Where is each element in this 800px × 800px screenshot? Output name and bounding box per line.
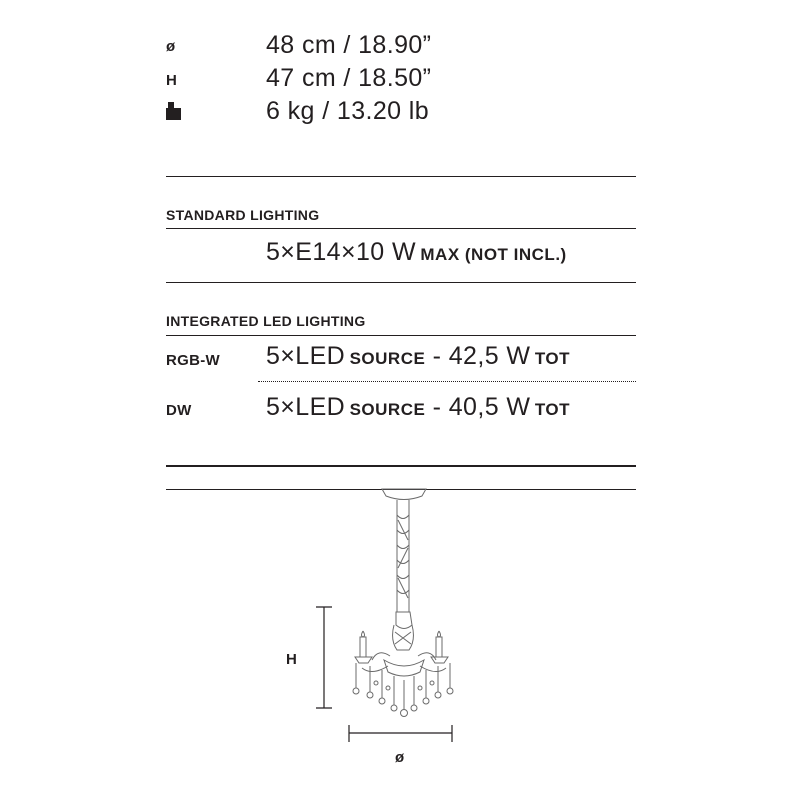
- arm-right: [420, 666, 446, 672]
- height-dimension: [316, 607, 332, 708]
- candle-left: [360, 637, 366, 657]
- led-row-suffix: TOT: [534, 400, 570, 419]
- diameter-symbol: ø: [166, 38, 176, 55]
- diameter-value: 48 cm / 18.90”: [266, 31, 432, 59]
- drawing-diameter-label: ø: [395, 749, 405, 766]
- height-value: 47 cm / 18.50”: [266, 64, 432, 92]
- led-row-value: - 40,5 W: [425, 393, 531, 421]
- weight-value: 6 kg / 13.20 lb: [266, 97, 430, 125]
- led-row-main: 5×LED: [266, 393, 346, 421]
- led-row-label-dw: DW: [166, 402, 192, 419]
- led-row-main: 5×LED: [266, 342, 346, 370]
- standard-lighting-spec-main: 5×E14×10 W: [266, 238, 416, 266]
- drawing-height-label: H: [286, 651, 298, 668]
- led-row-mid: SOURCE: [349, 400, 426, 419]
- height-symbol: H: [166, 72, 178, 89]
- integrated-led-heading: INTEGRATED LED LIGHTING: [166, 313, 366, 329]
- standard-lighting-heading: STANDARD LIGHTING: [166, 207, 320, 223]
- bowl: [384, 660, 424, 676]
- led-row-suffix: TOT: [534, 349, 570, 368]
- standard-lighting-spec-suffix: MAX (NOT INCL.): [420, 245, 567, 264]
- candle-right: [436, 637, 442, 657]
- led-row-label-rgbw: RGB-W: [166, 352, 220, 369]
- led-row-mid: SOURCE: [349, 349, 426, 368]
- led-row-value: - 42,5 W: [425, 342, 531, 370]
- column: [396, 612, 412, 629]
- canopy: [382, 489, 426, 500]
- arm-left: [362, 666, 388, 672]
- diameter-dimension: [349, 725, 452, 742]
